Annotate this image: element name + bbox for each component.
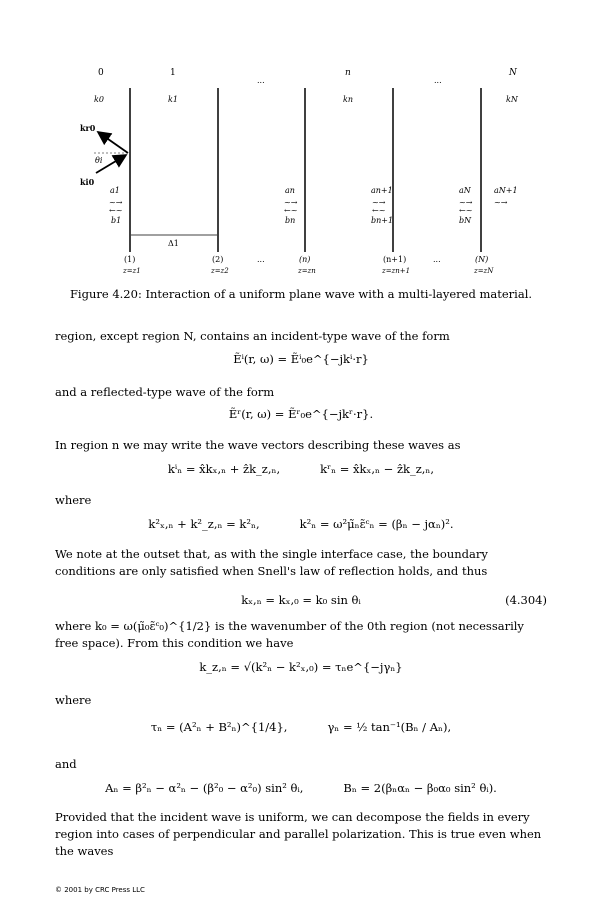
equation-reflected: Ẽʳ(r, ω) = Ẽʳ₀e^{−jkʳ·r}.: [228, 407, 374, 421]
paragraph-9: Provided that the incident wave is uniform, we can decompose the fields in every region into cases of perpendicular and parallel polarization. This is true even when the waves: [55, 810, 542, 858]
z-label-n: z=zn: [298, 267, 316, 275]
equation-A: Aₙ = β²ₙ − α²ₙ − (β²₀ − α²₀) sin² θᵢ,: [105, 781, 304, 795]
top-index-N: N: [509, 68, 517, 78]
paragraph-1: region, except region N, contains an incident-type wave of the form: [55, 329, 450, 343]
equation-tau-gamma: [0, 720, 602, 734]
paragraph-7: where: [55, 693, 92, 707]
squiggle-left-1: ←~: [109, 206, 123, 215]
squiggle-right-n1: ~→: [372, 198, 386, 207]
figure-caption: Figure 4.20: Interaction of a uniform plane wave with a multi-layered material.: [69, 287, 533, 301]
equation-number-4304: (4.304): [505, 593, 547, 607]
interface-1: (1): [124, 255, 136, 264]
squiggle-left-n1: ←~: [372, 206, 386, 215]
coef-an1: an+1: [371, 186, 393, 195]
coef-aN1: aN+1: [494, 186, 518, 195]
equation-wave-vectors: [0, 462, 602, 476]
label-delta1: Δ1: [168, 239, 179, 248]
coef-a1: a1: [110, 186, 120, 195]
coef-b1: b1: [111, 216, 122, 225]
squiggle-left-N: ←~: [459, 206, 473, 215]
label-ki0: ki0: [80, 177, 95, 187]
z-label-N: z=zN: [474, 267, 494, 275]
paragraph-5: We note at the outset that, as with the single interface case, the boundary conditions are only satisfied when Snell's law of reflection holds, and thus: [55, 547, 488, 578]
top-index-1: 1: [170, 68, 176, 78]
interface-ellipsis-2: ...: [433, 255, 441, 264]
equation-kz: k_z,ₙ = √(k²ₙ − k²ₓ,₀) = τₙe^{−jγₙ}: [199, 660, 403, 674]
region-kN: kN: [506, 95, 518, 104]
coef-aN: aN: [459, 186, 471, 195]
coef-bn1: bn+1: [371, 216, 394, 225]
equation-k-sum: k²ₓ,ₙ + k²_z,ₙ = k²ₙ,: [148, 517, 260, 531]
label-kr0: kr0: [80, 123, 96, 133]
interface-n1: (n+1): [383, 255, 407, 264]
interface-N: (N): [475, 255, 489, 264]
equation-incident: Ẽⁱ(r, ω) = Ẽⁱ₀e^{−jkⁱ·r}: [233, 352, 369, 366]
region-k0: k0: [94, 95, 104, 104]
coef-bn: bn: [285, 216, 296, 225]
top-index-0: 0: [98, 68, 104, 78]
equation-k-squared: k²ₙ = ω²μ̃ₙε̃ᶜₙ = (βₙ − jαₙ)².: [299, 517, 454, 531]
interface-2: (2): [212, 255, 224, 264]
paragraph-2: and a reflected-type wave of the form: [55, 385, 275, 399]
z-label-1: z=z1: [123, 267, 141, 275]
paragraph-4: where: [55, 493, 92, 507]
region-k1: k1: [168, 95, 178, 104]
interface-ellipsis-1: ...: [257, 255, 265, 264]
region-kn: kn: [343, 95, 353, 104]
squiggle-right-N1: ~→: [494, 198, 508, 207]
copyright-footer: © 2001 by CRC Press LLC: [55, 886, 145, 894]
z-label-n1: z=zn+1: [382, 267, 411, 275]
equation-kr: kʳₙ = x̂kₓ,ₙ − ẑk_z,ₙ,: [320, 462, 435, 476]
top-index-n: n: [345, 68, 351, 78]
squiggle-left-n: ←~: [284, 206, 298, 215]
squiggle-right-N: ~→: [459, 198, 473, 207]
equation-gamma: γₙ = ½ tan⁻¹(Bₙ / Aₙ),: [327, 720, 452, 734]
equation-snell: kₓ,ₙ = kₓ,₀ = k₀ sin θᵢ: [241, 593, 361, 607]
interface-n: (n): [299, 255, 311, 264]
coef-bN: bN: [459, 216, 472, 225]
top-ellipsis-1: ...: [257, 76, 265, 85]
equation-ki: kⁱₙ = x̂kₓ,ₙ + ẑk_z,ₙ,: [167, 462, 281, 476]
coef-an: an: [285, 186, 295, 195]
equation-B: Bₙ = 2(βₙαₙ − β₀α₀ sin² θᵢ).: [343, 781, 497, 795]
reflected-wave-arrow: [98, 132, 128, 153]
top-ellipsis-2: ...: [434, 76, 442, 85]
paragraph-6: where k₀ = ω(μ̃₀ε̃ᶜ₀)^{1/2} is the wavenumber of the 0th region (not necessarily free space). From this condition we have: [55, 619, 524, 650]
equation-tau: τₙ = (A²ₙ + B²ₙ)^{1/4},: [150, 720, 288, 734]
squiggle-right-n: ~→: [284, 198, 298, 207]
z-label-2: z=z2: [211, 267, 229, 275]
paragraph-8: and: [55, 757, 77, 771]
paragraph-3: In region n we may write the wave vectors describing these waves as: [55, 438, 461, 452]
equation-k-relations: [0, 517, 602, 531]
equation-A-B: [0, 781, 602, 795]
label-theta: θi: [95, 156, 103, 165]
multilayer-figure: [0, 0, 602, 285]
squiggle-right-1: ~→: [109, 198, 123, 207]
